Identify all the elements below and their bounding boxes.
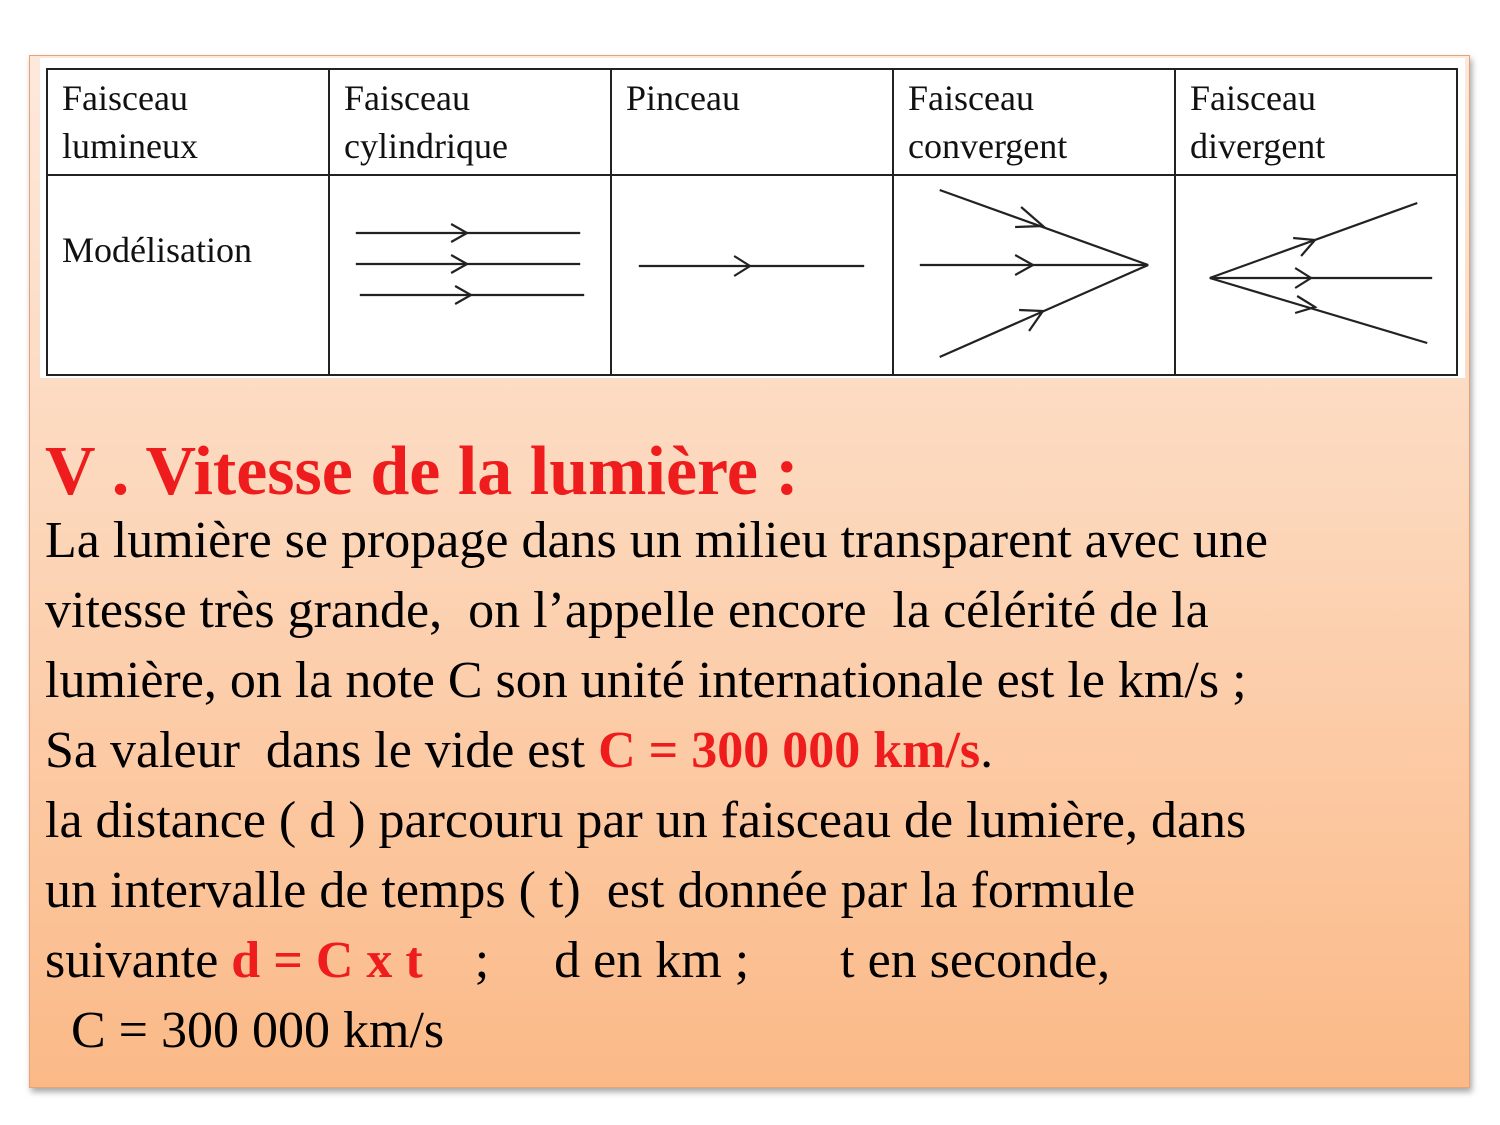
- paragraph-line-8: C = 300 000 km/s: [45, 1002, 445, 1059]
- header-line: Faisceau: [908, 78, 1034, 118]
- table-header-row: [47, 69, 1457, 175]
- pinceau-diagram-cell: [611, 175, 893, 375]
- header-line: cylindrique: [344, 126, 508, 166]
- line7-suffix: ; d en km ; t en seconde,: [422, 932, 1111, 989]
- diverging-arrows-icon: [1176, 176, 1456, 374]
- convergent-diagram-cell: [893, 175, 1175, 375]
- converging-arrows-icon: [894, 176, 1174, 374]
- beam-table-panel: [40, 58, 1465, 378]
- paragraph-line-6: un intervalle de temps ( t) est donnée par la formule: [45, 862, 1136, 919]
- header-line: Faisceau: [344, 78, 470, 118]
- speed-value-highlight: C = 300 000 km/s: [598, 722, 981, 779]
- model-label: Modélisation: [62, 230, 252, 270]
- header-cell-faisceau-lumineux: [47, 69, 329, 175]
- line7-prefix: suivante: [45, 932, 232, 989]
- parallel-arrows-icon: [330, 176, 610, 374]
- formula-highlight: d = C x t: [231, 932, 423, 989]
- header-cell-faisceau-convergent: [893, 69, 1175, 175]
- header-cell-faisceau-cylindrique: [329, 69, 611, 175]
- paragraph-line-1: La lumière se propage dans un milieu transparent avec une: [45, 512, 1268, 569]
- table-model-row: [47, 175, 1457, 375]
- header-line: Faisceau: [62, 78, 188, 118]
- paragraph-line-7: [45, 926, 1465, 996]
- header-line: lumineux: [62, 126, 198, 166]
- paragraph-line-3: lumière, on la note C son unité internationale est le km/s ;: [45, 652, 1247, 709]
- single-arrow-icon: [612, 176, 892, 374]
- paragraph-line-2: vitesse très grande, on l’appelle encore la célérité de la: [45, 582, 1209, 639]
- line4-suffix: .: [980, 722, 994, 779]
- paragraph-line-5: la distance ( d ) parcouru par un faisceau de lumière, dans: [45, 792, 1247, 849]
- cylindrical-diagram-cell: [329, 175, 611, 375]
- paragraph-line-4: [45, 716, 1465, 786]
- header-line: divergent: [1190, 126, 1326, 166]
- header-line: convergent: [908, 126, 1068, 166]
- line4-prefix: Sa valeur dans le vide est: [45, 722, 599, 779]
- beam-types-table: [46, 68, 1458, 376]
- divergent-diagram-cell: [1175, 175, 1457, 375]
- header-cell-pinceau: [611, 69, 893, 175]
- section-title: V . Vitesse de la lumière :: [45, 433, 799, 510]
- light-speed-section: [45, 432, 1465, 1066]
- model-label-cell: [47, 175, 329, 375]
- header-line: Faisceau: [1190, 78, 1316, 118]
- header-line: Pinceau: [626, 78, 740, 118]
- header-cell-faisceau-divergent: [1175, 69, 1457, 175]
